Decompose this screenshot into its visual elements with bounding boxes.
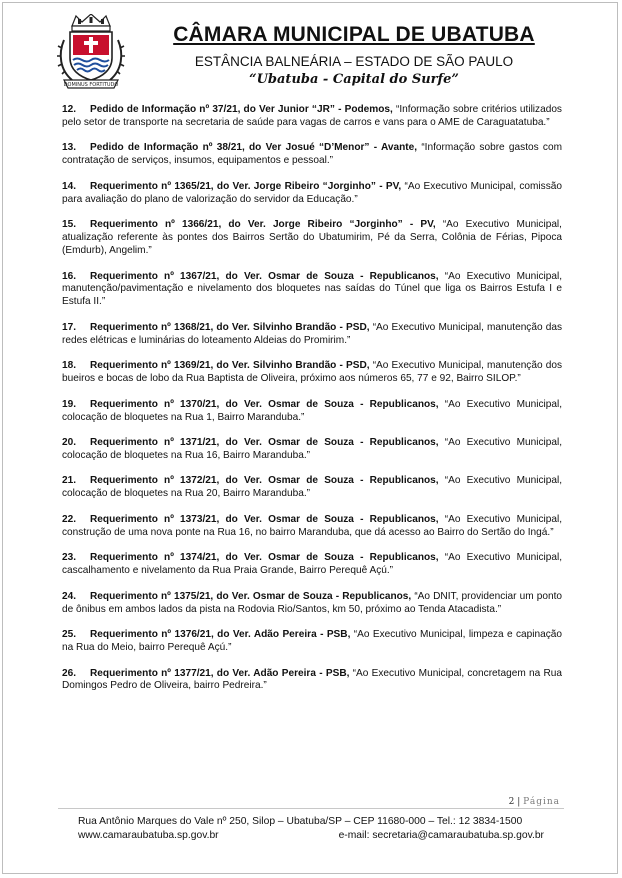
item-text: “Ao Executivo Municipal, construção de uma nova ponte na Rua 16, no bairro Maranduba, que dá acesso ao Bairro do Sertão do Ingá.”: [62, 513, 563, 538]
item-number: 16.: [62, 270, 77, 282]
item-number: 20.: [62, 437, 77, 449]
item-heading: Requerimento nº 1376/21, do Ver. Adão Pereira - PSB,: [90, 629, 351, 641]
page-number-label: Página: [523, 797, 560, 807]
agenda-item: [62, 514, 562, 540]
item-text: “Ao Executivo Municipal, atualização referente às pontes dos Bairros Sertão do Ubatumirim, Pé da Serra, Colônia de Férias, Pipoca (Emdurb), Angelim.”: [62, 219, 562, 257]
agenda-item: [62, 322, 562, 348]
svg-text:DOMINUS FORTITUDO: DOMINUS FORTITUDO: [63, 82, 119, 88]
agenda-item: [62, 552, 562, 578]
item-text: “Informação sobre gastos com contratação de serviços, insumos, equipamentos e pessoal.”: [62, 142, 562, 167]
item-text: “Ao DNIT, providenciar um ponto de ônibus em ambos lados da pista na Rodovia Rio/Santos, km 50, próximo ao Tenda Atacadista.”: [62, 590, 562, 615]
item-number: 22.: [62, 513, 77, 525]
agenda-item: [62, 104, 562, 130]
item-heading: Requerimento nº 1367/21, do Ver. Osmar de Souza - Republicanos,: [90, 270, 439, 282]
item-number: 15.: [62, 219, 77, 231]
agenda-item: [62, 629, 562, 655]
agenda-item: [62, 271, 562, 310]
page-number-separator: |: [514, 797, 524, 807]
item-heading: Requerimento nº 1366/21, do Ver. Jorge Ribeiro “Jorginho” - PV,: [90, 219, 436, 231]
item-heading: Requerimento nº 1365/21, do Ver. Jorge Ribeiro “Jorginho” - PV,: [90, 180, 402, 192]
item-heading: Requerimento nº 1370/21, do Ver. Osmar de Souza - Republicanos,: [90, 398, 439, 410]
item-number: 14.: [62, 180, 77, 192]
agenda-item: [62, 475, 562, 501]
agenda-item: [62, 219, 562, 258]
document-title: CÂMARA MUNICIPAL DE UBATUBA: [173, 23, 535, 46]
item-text: “Informação sobre critérios utilizados pelo setor de transporte na secretaria de saúde para vagas de carros e vans para o AME de Caraguatatuba.”: [62, 104, 562, 128]
municipal-crest-icon: [56, 14, 126, 92]
item-heading: Pedido de Informação nº 38/21, do Ver Josué “D’Menor” - Avante,: [90, 142, 418, 154]
item-text: “Ao Executivo Municipal, concretagem na Rua Domingos Pedro de Oliveira, bairro Pedreira.”: [62, 667, 562, 692]
document-header: [56, 14, 566, 94]
item-text: “Ao Executivo Municipal, cascalhamento e nivelamento da Rua Praia Grande, Bairro Perequê Açú.”: [62, 552, 563, 577]
footer-website-link[interactable]: www.camaraubatuba.sp.gov.br: [78, 830, 219, 841]
page-number: [509, 797, 560, 807]
item-number: 18.: [62, 360, 77, 372]
item-heading: Requerimento nº 1371/21, do Ver. Osmar de Souza - Republicanos,: [90, 437, 439, 449]
item-heading: Pedido de Informação nº 37/21, do Ver Junior “JR” - Podemos,: [90, 104, 393, 115]
agenda-item: [62, 360, 562, 386]
item-heading: Requerimento nº 1368/21, do Ver. Silvinho Brandão - PSD,: [90, 321, 370, 333]
document-subtitle: ESTÂNCIA BALNEÁRIA – ESTADO DE SÃO PAULO: [194, 54, 514, 69]
item-text: “Ao Executivo Municipal, manutenção dos bueiros e bocas de lobo da Rua Baptista de Oliveira, próximo aos números 65, 77 e 92, Bairro SILOP.”: [62, 360, 562, 385]
footer-email-link[interactable]: e-mail: secretaria@camaraubatuba.sp.gov.br: [338, 830, 544, 841]
item-text: “Ao Executivo Municipal, colocação de bloquetes na Rua 20, Bairro Maranduba.”: [62, 475, 563, 500]
item-text: “Ao Executivo Municipal, comissão para avaliação do plano de valorização do servidor da Educação.”: [62, 180, 562, 205]
item-heading: Requerimento nº 1377/21, do Ver. Adão Pereira - PSB,: [90, 667, 350, 679]
agenda-item: [62, 181, 562, 207]
item-text: “Ao Executivo Municipal, limpeza e capinação na Rua do Meio, bairro Perequê Açú.”: [62, 629, 562, 653]
footer-divider: [58, 808, 564, 809]
footer-address: Rua Antônio Marques do Vale nº 250, Silop – Ubatuba/SP – CEP 11680-000 – Tel.: 12 3834-1500: [78, 816, 523, 827]
item-number: 26.: [62, 667, 77, 679]
item-text: “Ao Executivo Municipal, manutenção das redes elétricas e luminárias do loteamento Aldeias do Promirim.”: [62, 321, 562, 346]
page-number-value: 2: [508, 797, 515, 807]
item-number: 24.: [62, 590, 77, 602]
item-number: 23.: [62, 552, 77, 564]
document-slogan: “Ubatuba - Capital do Surfe”: [249, 72, 459, 87]
item-text: “Ao Executivo Municipal, colocação de bloquetes na Rua 1, Bairro Maranduba.”: [62, 398, 563, 423]
item-heading: Requerimento nº 1369/21, do Ver. Silvinho Brandão - PSD,: [90, 360, 370, 372]
item-number: 17.: [62, 321, 77, 333]
item-number: 12.: [62, 104, 77, 115]
item-heading: Requerimento nº 1372/21, do Ver. Osmar de Souza - Republicanos,: [90, 475, 439, 487]
footer-contacts: [78, 830, 544, 841]
item-number: 13.: [62, 142, 77, 154]
item-heading: Requerimento nº 1374/21, do Ver. Osmar de Souza - Republicanos,: [90, 552, 439, 564]
agenda-item: [62, 399, 562, 425]
agenda-item: [62, 437, 562, 463]
item-number: 19.: [62, 398, 77, 410]
item-heading: Requerimento nº 1375/21, do Ver. Osmar de Souza - Republicanos,: [90, 590, 412, 602]
item-text: “Ao Executivo Municipal, manutenção/pavimentação e nivelamento dos bloquetes nas saídas do Túnel que liga os Bairros Estufa I e Estufa II.”: [62, 270, 563, 308]
agenda-item: [62, 668, 562, 694]
item-number: 25.: [62, 629, 77, 641]
agenda-item: [62, 142, 562, 168]
item-number: 21.: [62, 475, 77, 487]
item-heading: Requerimento nº 1373/21, do Ver. Osmar de Souza - Republicanos,: [90, 513, 439, 525]
agenda-item: [62, 591, 562, 617]
agenda-list: [62, 104, 562, 706]
item-text: “Ao Executivo Municipal, colocação de bloquetes na Rua 16, Bairro Maranduba.”: [62, 437, 563, 461]
